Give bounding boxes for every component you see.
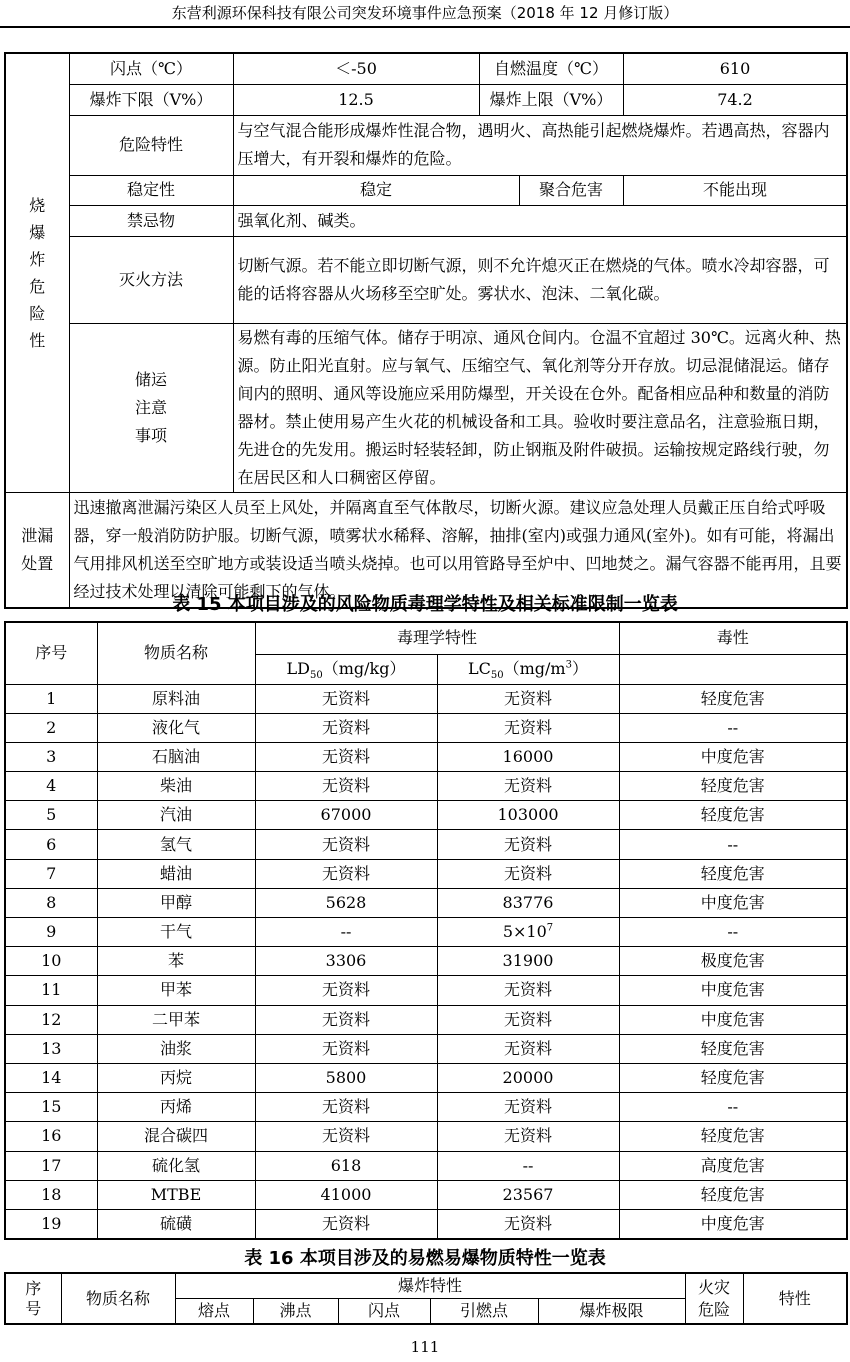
table-row bbox=[5, 1034, 847, 1063]
row-tox: -- bbox=[619, 830, 847, 859]
row-tox: -- bbox=[619, 713, 847, 742]
row-lc: -- bbox=[437, 1151, 619, 1180]
table-row bbox=[5, 1209, 847, 1238]
row-tox: 轻度危害 bbox=[619, 1180, 847, 1209]
row-no: 3 bbox=[5, 742, 97, 771]
table-row bbox=[5, 947, 847, 976]
row-ld: 无资料 bbox=[255, 772, 437, 801]
flash-value: ＜-50 bbox=[233, 53, 479, 84]
table-row bbox=[5, 888, 847, 917]
row-lc: $5\times 10^7$ bbox=[437, 918, 619, 947]
t16-no-header: 序号 bbox=[5, 1273, 61, 1324]
row-tox: 高度危害 bbox=[619, 1151, 847, 1180]
row-tox: 极度危害 bbox=[619, 947, 847, 976]
page-header: 东营利源环保科技有限公司突发环境事件应急预案（2018 年 12 月修订版） bbox=[0, 0, 850, 28]
row-ld: 无资料 bbox=[255, 1005, 437, 1034]
row-ld: 67000 bbox=[255, 801, 437, 830]
row-ld: 无资料 bbox=[255, 1122, 437, 1151]
row-name: 蜡油 bbox=[97, 859, 255, 888]
row-no: 11 bbox=[5, 976, 97, 1005]
row-name: 丙烷 bbox=[97, 1063, 255, 1092]
row-ld: 无资料 bbox=[255, 976, 437, 1005]
page-number: 111 bbox=[410, 1338, 440, 1356]
t16-name-header: 物质名称 bbox=[61, 1273, 175, 1324]
table15-caption: 表 15 本项目涉及的风险物质毒理学特性及相关标准限制一览表 bbox=[172, 594, 678, 615]
row-name: 甲醇 bbox=[97, 888, 255, 917]
table-row bbox=[5, 713, 847, 742]
leak-label: 泄漏处置 bbox=[5, 492, 69, 608]
row-name: 油浆 bbox=[97, 1034, 255, 1063]
row-no: 8 bbox=[5, 888, 97, 917]
row-ld: 618 bbox=[255, 1151, 437, 1180]
row-ld: 无资料 bbox=[255, 859, 437, 888]
lel-label: 爆炸下限（V%） bbox=[69, 84, 233, 115]
table-row bbox=[5, 1063, 847, 1092]
row-no: 13 bbox=[5, 1034, 97, 1063]
row-ld: 无资料 bbox=[255, 742, 437, 771]
row-lc: 无资料 bbox=[437, 1034, 619, 1063]
row-name: 干气 bbox=[97, 918, 255, 947]
row-lc: 无资料 bbox=[437, 713, 619, 742]
row-lc: 无资料 bbox=[437, 1209, 619, 1238]
t16-ignite-header: 引燃点 bbox=[430, 1299, 538, 1325]
row-tox: 轻度危害 bbox=[619, 1034, 847, 1063]
col-no-header: 序号 bbox=[5, 622, 97, 684]
row-no: 16 bbox=[5, 1122, 97, 1151]
row-no: 5 bbox=[5, 801, 97, 830]
row-name: 硫化氢 bbox=[97, 1151, 255, 1180]
table-row bbox=[5, 684, 847, 713]
row-lc: 23567 bbox=[437, 1180, 619, 1209]
row-no: 7 bbox=[5, 859, 97, 888]
row-no: 18 bbox=[5, 1180, 97, 1209]
row-tox: 轻度危害 bbox=[619, 1122, 847, 1151]
t16-limit-header: 爆炸极限 bbox=[538, 1299, 685, 1325]
storage-text: 易燃有毒的压缩气体。储存于明凉、通风仓间内。仓温不宜超过 30℃。远离火种、热源。防止阳光直射。应与氧气、压缩空气、氧化剂等分开存放。切忌混储混运。储存间内的照明、通风等设施应采用防爆型，开关设在仓外。配备相应品种和数量的消防器材。禁止使用易产生火花的机械设备和工具。验收时要注意品名，注意验瓶日期，先进仓的先发用。搬运时轻装轻卸，防止钢瓶及附件破损。运输按规定路线行驶，勿在居民区和人口稠密区停留。 bbox=[233, 323, 847, 492]
row-tox: 轻度危害 bbox=[619, 859, 847, 888]
row-no: 15 bbox=[5, 1093, 97, 1122]
row-name: 丙烯 bbox=[97, 1093, 255, 1122]
row-ld: 5628 bbox=[255, 888, 437, 917]
row-ld: 无资料 bbox=[255, 713, 437, 742]
table-row bbox=[5, 772, 847, 801]
row-no: 19 bbox=[5, 1209, 97, 1238]
row-ld: 5800 bbox=[255, 1063, 437, 1092]
row-tox: -- bbox=[619, 1093, 847, 1122]
col-toxicity-header: 毒性 bbox=[619, 622, 847, 654]
row-name: 苯 bbox=[97, 947, 255, 976]
section-label: 烧爆炸危险性 bbox=[5, 53, 69, 492]
fire-text: 切断气源。若不能立即切断气源，则不允许熄灭正在燃烧的气体。喷水冷却容器，可能的话将容器从火场移至空旷处。雾状水、泡沫、二氧化碳。 bbox=[233, 236, 847, 323]
row-lc: 无资料 bbox=[437, 1005, 619, 1034]
row-tox: 中度危害 bbox=[619, 888, 847, 917]
row-lc: 无资料 bbox=[437, 1093, 619, 1122]
fire-label: 灭火方法 bbox=[69, 236, 233, 323]
t16-flash-header: 闪点 bbox=[338, 1299, 430, 1325]
hazard-text: 与空气混合能形成爆炸性混合物，遇明火、高热能引起燃烧爆炸。若遇高热，容器内压增大，有开裂和爆炸的危险。 bbox=[233, 115, 847, 175]
col-lc-header: $LC_{50}(mg/m^3)$ bbox=[437, 654, 619, 684]
table-row bbox=[5, 1005, 847, 1034]
table-row bbox=[5, 976, 847, 1005]
table-row bbox=[5, 742, 847, 771]
row-lc: 103000 bbox=[437, 801, 619, 830]
table16-caption: 表 16 本项目涉及的易燃易爆物质特性一览表 bbox=[244, 1248, 606, 1269]
polymer-value: 不能出现 bbox=[623, 175, 847, 205]
row-no: 2 bbox=[5, 713, 97, 742]
row-name: 原料油 bbox=[97, 684, 255, 713]
row-lc: 20000 bbox=[437, 1063, 619, 1092]
row-ld: 3306 bbox=[255, 947, 437, 976]
t16-explosive-header: 爆炸特性 bbox=[175, 1273, 685, 1299]
toxicity-table bbox=[4, 621, 848, 1240]
row-lc: 无资料 bbox=[437, 859, 619, 888]
uel-value: 74.2 bbox=[623, 84, 847, 115]
t16-feature-header: 特性 bbox=[743, 1273, 847, 1324]
stability-value: 稳定 bbox=[233, 175, 519, 205]
row-tox: -- bbox=[619, 918, 847, 947]
row-no: 9 bbox=[5, 918, 97, 947]
col-name-header: 物质名称 bbox=[97, 622, 255, 684]
row-tox: 轻度危害 bbox=[619, 772, 847, 801]
row-lc: 无资料 bbox=[437, 684, 619, 713]
table-row bbox=[5, 1151, 847, 1180]
properties-table bbox=[4, 52, 848, 609]
t16-melt-header: 熔点 bbox=[175, 1299, 253, 1325]
row-no: 10 bbox=[5, 947, 97, 976]
row-name: 硫磺 bbox=[97, 1209, 255, 1238]
row-no: 17 bbox=[5, 1151, 97, 1180]
table-row bbox=[5, 830, 847, 859]
row-tox: 中度危害 bbox=[619, 1005, 847, 1034]
row-tox: 轻度危害 bbox=[619, 801, 847, 830]
row-name: 氢气 bbox=[97, 830, 255, 859]
row-name: 二甲苯 bbox=[97, 1005, 255, 1034]
autoign-label: 自燃温度（℃） bbox=[479, 53, 623, 84]
row-name: 甲苯 bbox=[97, 976, 255, 1005]
row-lc: 无资料 bbox=[437, 830, 619, 859]
row-ld: 无资料 bbox=[255, 1209, 437, 1238]
row-no: 14 bbox=[5, 1063, 97, 1092]
t16-fire-header: 火灾危险 bbox=[685, 1273, 743, 1324]
table-row bbox=[5, 859, 847, 888]
incompat-label: 禁忌物 bbox=[69, 205, 233, 236]
leak-text: 迅速撤离泄漏污染区人员至上风处，并隔离直至气体散尽，切断火源。建议应急处理人员戴正压自给式呼吸器，穿一般消防防护服。切断气源，喷雾状水稀释、溶解，抽排(室内)或强力通风(室外)。如有可能，将漏出气用排风机送至空旷地方或装设适当喷头烧掉。也可以用管路导至炉中、凹地焚之。漏气容器不能再用，且要经过技术处理以清除可能剩下的气体。 bbox=[69, 492, 847, 608]
row-ld: 无资料 bbox=[255, 684, 437, 713]
table-row bbox=[5, 1180, 847, 1209]
row-ld: -- bbox=[255, 918, 437, 947]
row-name: MTBE bbox=[97, 1180, 255, 1209]
flash-label: 闪点（℃） bbox=[69, 53, 233, 84]
storage-label: 储运注意事项 bbox=[69, 323, 233, 492]
col-ld-header: $LD_{50}(mg/kg)$ bbox=[255, 654, 437, 684]
row-name: 混合碳四 bbox=[97, 1122, 255, 1151]
row-lc: 16000 bbox=[437, 742, 619, 771]
row-no: 12 bbox=[5, 1005, 97, 1034]
row-tox: 中度危害 bbox=[619, 1209, 847, 1238]
table-row bbox=[5, 1093, 847, 1122]
row-no: 1 bbox=[5, 684, 97, 713]
row-name: 汽油 bbox=[97, 801, 255, 830]
table-row bbox=[5, 1122, 847, 1151]
autoign-value: 610 bbox=[623, 53, 847, 84]
row-lc: 无资料 bbox=[437, 1122, 619, 1151]
row-lc: 无资料 bbox=[437, 772, 619, 801]
table-row bbox=[5, 801, 847, 830]
row-tox: 轻度危害 bbox=[619, 1063, 847, 1092]
uel-label: 爆炸上限（V%） bbox=[479, 84, 623, 115]
table-row bbox=[5, 918, 847, 947]
row-tox: 中度危害 bbox=[619, 742, 847, 771]
row-name: 柴油 bbox=[97, 772, 255, 801]
hazard-label: 危险特性 bbox=[69, 115, 233, 175]
flammable-table bbox=[4, 1272, 848, 1325]
row-lc: 83776 bbox=[437, 888, 619, 917]
polymer-label: 聚合危害 bbox=[519, 175, 623, 205]
col-tox-header: 毒理学特性 bbox=[255, 622, 619, 654]
row-ld: 无资料 bbox=[255, 830, 437, 859]
row-ld: 41000 bbox=[255, 1180, 437, 1209]
row-lc: 31900 bbox=[437, 947, 619, 976]
row-name: 石脑油 bbox=[97, 742, 255, 771]
t16-boil-header: 沸点 bbox=[253, 1299, 338, 1325]
lel-value: 12.5 bbox=[233, 84, 479, 115]
row-no: 6 bbox=[5, 830, 97, 859]
row-lc: 无资料 bbox=[437, 976, 619, 1005]
incompat-value: 强氧化剂、碱类。 bbox=[233, 205, 847, 236]
row-tox: 中度危害 bbox=[619, 976, 847, 1005]
row-tox: 轻度危害 bbox=[619, 684, 847, 713]
stability-label: 稳定性 bbox=[69, 175, 233, 205]
row-ld: 无资料 bbox=[255, 1093, 437, 1122]
row-name: 液化气 bbox=[97, 713, 255, 742]
row-no: 4 bbox=[5, 772, 97, 801]
row-ld: 无资料 bbox=[255, 1034, 437, 1063]
